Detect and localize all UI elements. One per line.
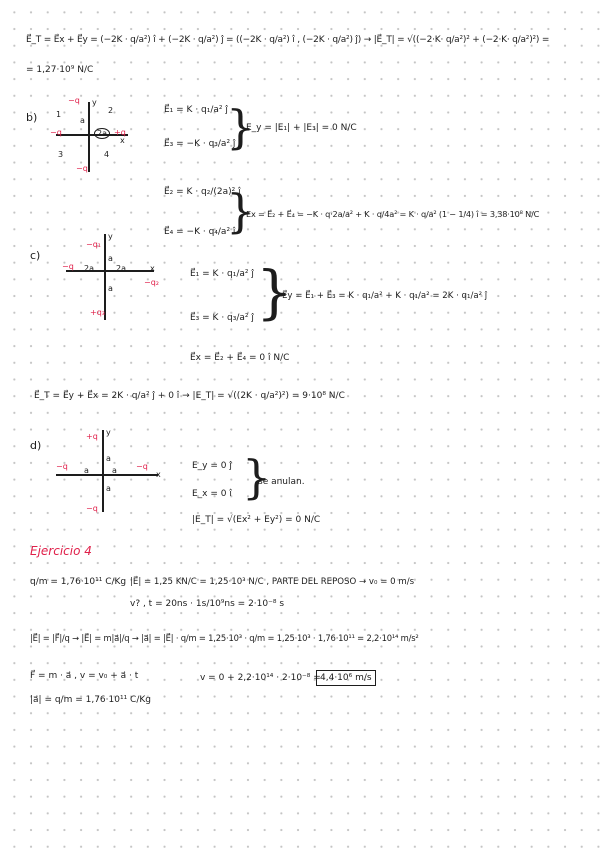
diagram-d-label-a-left: a: [84, 466, 89, 475]
ex4-time: v? , t = 20ns · 1s/10⁹ns = 2·10⁻⁸ s: [130, 599, 285, 609]
part-c-label: c): [30, 249, 41, 262]
diagram-b-label-4: 4: [104, 150, 110, 159]
diagram-b-charge-q3: −q: [76, 164, 88, 173]
part-d-ex: E_x = 0 î: [192, 489, 232, 499]
diagram-b-charge-q4: −q: [50, 128, 62, 137]
diagram-c-label-a-top: a: [108, 254, 113, 263]
part-b-brace-1: }: [226, 100, 256, 154]
part-b-e3: E⃗₃ = −K · q₃/a² ĵ: [164, 139, 236, 149]
total-field-result: = 1,27·10⁹ N/C: [26, 65, 94, 75]
diagram-b-charge-q2: +q: [114, 128, 126, 137]
ex4-velocity-result: 4,4·10⁶ m/s: [316, 670, 376, 686]
part-d-ey: E_y = 0 ĵ: [192, 461, 232, 471]
part-c-e1: E⃗₁ = K · q₁/a² ĵ: [190, 269, 254, 279]
diagram-c-charge-q3: +q₃: [90, 308, 105, 317]
diagram-d-label-a-right: a: [112, 466, 117, 475]
diagram-b-label-a: a: [80, 116, 85, 125]
diagram-c-x-axis: [66, 270, 154, 272]
diagram-b: [50, 96, 130, 176]
part-b-brace-2: }: [226, 184, 256, 238]
diagram-c-label-2a-left: 2a: [84, 264, 94, 273]
part-c-ex: E⃗x = E⃗₂ + E⃗₄ = 0 î N/C: [190, 353, 290, 363]
part-c-e3: E⃗₃ = K · q₃/a² ĵ: [190, 313, 254, 323]
diagram-d-label-a-top: a: [106, 454, 111, 463]
diagram-d-charge-left: −q: [56, 462, 68, 471]
part-b-e4: E⃗₄ = −K · q₄/a² î: [164, 227, 236, 237]
ex4-velocity-calc: v = 0 + 2,2·10¹⁴ · 2·10⁻⁸ =: [200, 673, 321, 683]
ex4-kinematics: F⃗ = m · a⃗ , v = v₀ + a⃗ · t: [30, 671, 139, 681]
part-b-label: b): [26, 111, 38, 124]
diagram-d-charge-right: −q: [136, 462, 148, 471]
ex4-charge-mass-ratio: q/m = 1,76·10¹¹ C/Kg: [30, 577, 127, 587]
part-d-note: se anulan.: [258, 477, 305, 487]
diagram-c-charge-q2: −q₂: [144, 278, 159, 287]
diagram-d-y-axis: [102, 430, 104, 512]
diagram-d: [52, 426, 164, 516]
part-d-label: d): [30, 439, 42, 452]
diagram-c-x-label: x: [150, 264, 155, 273]
part-c-brace: }: [256, 258, 293, 326]
part-b-ex: Ex = E⃗₂ + E⃗₄ = −K · q·2a/a² + K · q/4a² = K · q/a² (1 − 1/4) î = 3,38·10⁸ N/C: [246, 209, 540, 219]
diagram-d-charge-top: +q: [86, 432, 98, 441]
part-d-brace: }: [242, 450, 272, 504]
ex4-acceleration: |E⃗| = |F⃗|/q → |E⃗| = m|a⃗|/q → |a⃗| = |E⃗| · q/m = 1,25·10³ · q/m = 1,25·10³ · 1,76·10¹¹ = 2,2·10¹⁴ m/s²: [30, 633, 419, 643]
diagram-c-charge-q1: −q₁: [86, 240, 101, 249]
diagram-b-y-label: y: [92, 98, 97, 107]
part-c-total: E⃗_T = E⃗y + E⃗x = 2K · q/a² ĵ + 0 î → |E_T| = √((2K · q/a²)²) = 9·10⁸ N/C: [34, 391, 345, 401]
diagram-c: [62, 228, 162, 324]
ex4-field-magnitude: |E⃗| = 1,25 KN/C = 1,25·10³ N/C , PARTE DEL REPOSO → v₀ = 0 m/s: [130, 577, 415, 587]
exercise-4-title: Ejercicio 4: [30, 544, 92, 558]
diagram-b-label-2: 2: [108, 106, 114, 115]
diagram-b-charge-q1: −q: [68, 96, 80, 105]
part-d-total: |E_T| = √(Ex² + Ey²) = 0 N/C: [192, 515, 321, 525]
diagram-d-label-a-bottom: a: [106, 484, 111, 493]
diagram-d-x-axis: [56, 474, 158, 476]
diagram-c-label-a-bottom: a: [108, 284, 113, 293]
diagram-b-label-2a: 2a: [94, 128, 110, 139]
diagram-d-x-label: x: [156, 470, 161, 479]
diagram-c-y-label: y: [108, 232, 113, 241]
diagram-c-charge-q4: −q: [62, 262, 74, 271]
part-b-e2: E⃗₂ = K · q₂/(2a)² î: [164, 187, 241, 197]
part-b-ey: E_y = |E₁| + |E₃| = 0 N/C: [246, 123, 357, 133]
diagram-b-label-1: 1: [56, 110, 62, 119]
diagram-d-charge-bottom: −q: [86, 504, 98, 513]
total-field-expression: E⃗_T = E⃗x + E⃗y = (−2K · q/a²) î + (−2K · q/a²) ĵ = ((−2K · q/a²) î , (−2K · q/a²) ĵ) → |E⃗_T| = √((−2·K· q/a²)² + (−2·K· q/a²)²) =: [26, 35, 550, 45]
part-c-ey: E⃗y = E⃗₁ + E⃗₃ = K · q₁/a² + K · q₁/a² = 2K · q₁/a² ĵ: [282, 291, 488, 301]
diagram-b-label-3: 3: [58, 150, 64, 159]
diagram-b-y-axis: [88, 102, 90, 172]
diagram-b-x-label: x: [120, 136, 125, 145]
ex4-accel-magnitude: |a⃗| = q/m = 1,76·10¹¹ C/Kg: [30, 695, 151, 705]
diagram-c-label-2a-right: 2a: [116, 264, 126, 273]
diagram-d-y-label: y: [106, 428, 111, 437]
part-b-e1: E⃗₁ = K · q₁/a² ĵ: [164, 105, 228, 115]
